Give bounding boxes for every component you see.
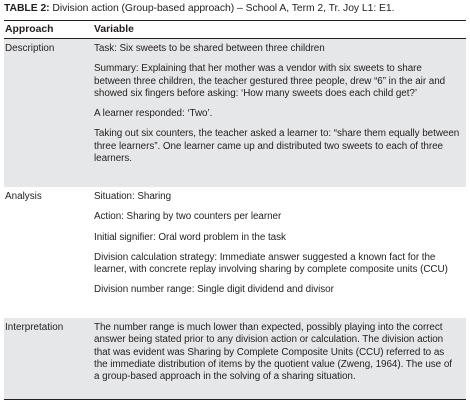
- cell-paragraph: The number range is much lower than expected, possibly playing into the correct answer being stated prior to any division action or calculation. The division action that was evident was Sharing by Complete Composite Units (CCU) referred to as the immediate distribution of items by the quotient value (Zweng, 1964). The use of a group-based approach in the solving of a sharing situation.: [94, 322, 452, 383]
- table-header-row: [4, 21, 466, 39]
- table-row-analysis: [4, 187, 466, 318]
- row-variable-cell: [94, 39, 466, 187]
- row-approach-label: Interpretation: [5, 322, 64, 333]
- cell-paragraph: Taking out six counters, the teacher asked a learner to: “share them equally between three learners”. One learner came up and distributed two sweets to each of three learners.: [94, 128, 460, 165]
- cell-paragraph: Initial signifier: Oral word problem in the task: [94, 231, 286, 243]
- cell-paragraph: A learner responded: ‘Two’.: [94, 108, 213, 120]
- cell-paragraph: Summary: Explaining that her mother was a vendor with six sweets to share between three children, the teacher gestured three people, drew “6” in the air and showed six fingers before asking: ‘How many sweets does each child get?’: [94, 63, 446, 99]
- table-caption: [4, 0, 466, 20]
- table: [4, 20, 466, 400]
- cell-paragraph: Action: Sharing by two counters per learner: [94, 211, 282, 223]
- cell-paragraph: Division calculation strategy: Immediate answer suggested a known fact for the learner, with concrete replay involving sharing by complete composite units (CCU): [94, 251, 448, 276]
- cell-paragraph: Situation: Sharing: [94, 191, 172, 202]
- header-approach: Approach: [5, 24, 54, 35]
- table-row-description: [4, 39, 466, 187]
- table-caption-text: Division action (Group-based approach) – School A, Term 2, Tr. Joy L1: E1.: [49, 3, 395, 14]
- cell-paragraph: Task: Six sweets to be shared between three children: [94, 43, 325, 54]
- header-variable: Variable: [94, 24, 134, 35]
- table-caption-label: TABLE 2:: [4, 3, 50, 14]
- table-row-interpretation: [4, 318, 466, 400]
- row-approach-label: Description: [5, 43, 55, 54]
- row-variable-cell: [94, 318, 466, 399]
- cell-paragraph: Division number range: Single digit dividend and divisor: [94, 284, 334, 296]
- row-approach-label: Analysis: [5, 191, 42, 202]
- row-variable-cell: [94, 187, 466, 318]
